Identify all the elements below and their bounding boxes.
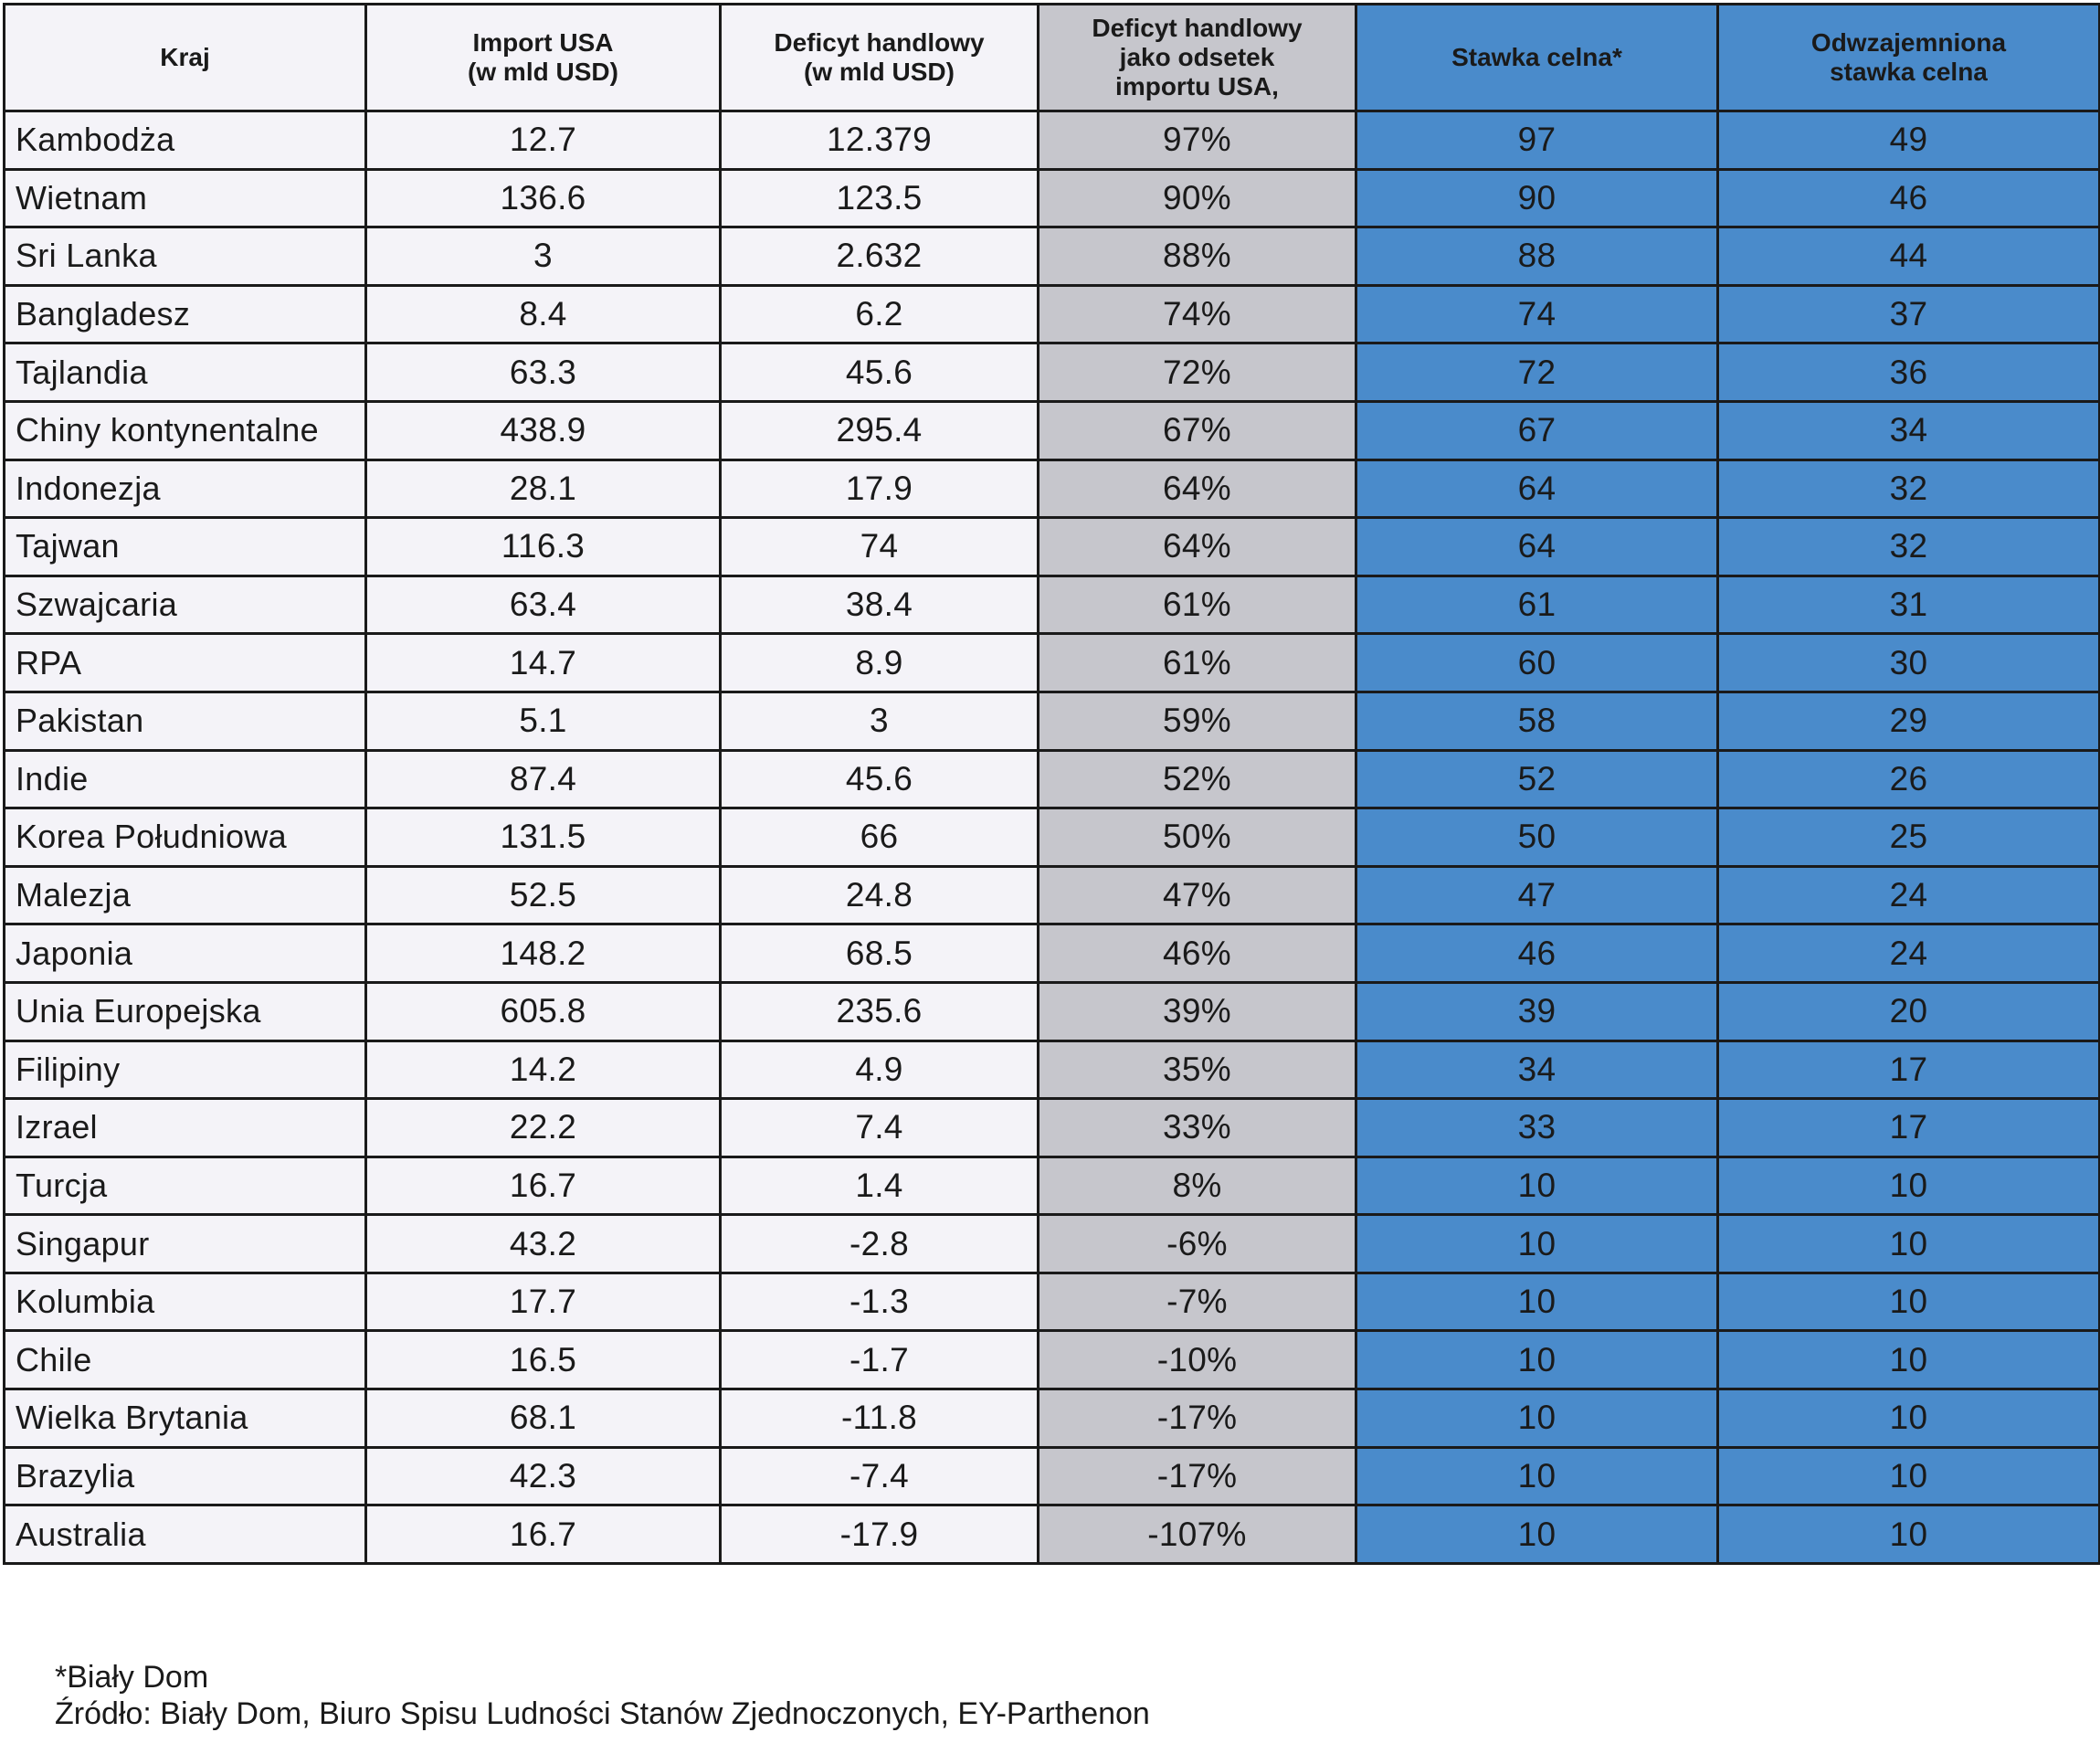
cell-tariff-rate: 61	[1356, 576, 1718, 634]
cell-us-import: 16.7	[366, 1157, 721, 1215]
table-row	[5, 1157, 2100, 1215]
cell-country: Wielka Brytania	[5, 1389, 366, 1448]
cell-us-import: 605.8	[366, 982, 721, 1040]
cell-reciprocal-tariff: 17	[1718, 1040, 2100, 1099]
table-row	[5, 692, 2100, 750]
cell-tariff-rate: 10	[1356, 1389, 1718, 1448]
cell-country: Wietnam	[5, 169, 366, 227]
cell-deficit-percent: 67%	[1039, 401, 1356, 459]
table-row	[5, 169, 2100, 227]
table-body	[5, 111, 2100, 1564]
table-row	[5, 285, 2100, 343]
cell-deficit-percent: 59%	[1039, 692, 1356, 750]
cell-tariff-rate: 58	[1356, 692, 1718, 750]
cell-tariff-rate: 90	[1356, 169, 1718, 227]
cell-us-import: 28.1	[366, 459, 721, 518]
header-trade-deficit	[721, 5, 1039, 111]
header-reciprocal-tariff-text: Odwzajemniona stawka celna	[1810, 28, 2007, 86]
cell-reciprocal-tariff: 10	[1718, 1273, 2100, 1331]
cell-tariff-rate: 52	[1356, 750, 1718, 808]
cell-tariff-rate: 39	[1356, 982, 1718, 1040]
cell-reciprocal-tariff: 29	[1718, 692, 2100, 750]
source-note: Źródło: Biały Dom, Biuro Spisu Ludności Stanów Zjednoczonych, EY-Parthenon	[55, 1696, 1150, 1731]
header-us-import-text: Import USA (w mld USD)	[468, 28, 618, 86]
cell-deficit-percent: 64%	[1039, 518, 1356, 576]
cell-us-import: 42.3	[366, 1447, 721, 1505]
header-reciprocal-tariff	[1718, 5, 2100, 111]
cell-country: Turcja	[5, 1157, 366, 1215]
table-row	[5, 866, 2100, 924]
cell-us-import: 52.5	[366, 866, 721, 924]
cell-tariff-rate: 10	[1356, 1215, 1718, 1273]
cell-deficit-percent: 72%	[1039, 343, 1356, 402]
table-row	[5, 1447, 2100, 1505]
cell-us-import: 16.5	[366, 1331, 721, 1389]
cell-deficit-percent: -17%	[1039, 1447, 1356, 1505]
table-row	[5, 227, 2100, 286]
cell-tariff-rate: 50	[1356, 808, 1718, 867]
cell-reciprocal-tariff: 25	[1718, 808, 2100, 867]
cell-reciprocal-tariff: 36	[1718, 343, 2100, 402]
cell-reciprocal-tariff: 10	[1718, 1505, 2100, 1564]
cell-country: Izrael	[5, 1099, 366, 1157]
cell-tariff-rate: 10	[1356, 1157, 1718, 1215]
cell-reciprocal-tariff: 31	[1718, 576, 2100, 634]
table-row	[5, 1389, 2100, 1448]
cell-reciprocal-tariff: 10	[1718, 1157, 2100, 1215]
cell-reciprocal-tariff: 44	[1718, 227, 2100, 286]
cell-tariff-rate: 67	[1356, 401, 1718, 459]
table-row	[5, 459, 2100, 518]
cell-us-import: 17.7	[366, 1273, 721, 1331]
cell-country: Indonezja	[5, 459, 366, 518]
cell-trade-deficit: -1.7	[721, 1331, 1039, 1389]
cell-trade-deficit: 295.4	[721, 401, 1039, 459]
cell-tariff-rate: 64	[1356, 518, 1718, 576]
cell-reciprocal-tariff: 24	[1718, 924, 2100, 983]
cell-country: Chiny kontynentalne	[5, 401, 366, 459]
cell-country: Sri Lanka	[5, 227, 366, 286]
cell-tariff-rate: 97	[1356, 111, 1718, 170]
cell-us-import: 43.2	[366, 1215, 721, 1273]
footnote-asterisk: *Biały Dom	[55, 1660, 209, 1695]
cell-us-import: 5.1	[366, 692, 721, 750]
cell-country: Indie	[5, 750, 366, 808]
cell-us-import: 131.5	[366, 808, 721, 867]
cell-tariff-rate: 10	[1356, 1331, 1718, 1389]
cell-reciprocal-tariff: 37	[1718, 285, 2100, 343]
cell-us-import: 116.3	[366, 518, 721, 576]
cell-us-import: 14.7	[366, 634, 721, 692]
table-row	[5, 343, 2100, 402]
cell-country: Tajwan	[5, 518, 366, 576]
cell-deficit-percent: 47%	[1039, 866, 1356, 924]
cell-tariff-rate: 10	[1356, 1505, 1718, 1564]
cell-us-import: 63.3	[366, 343, 721, 402]
cell-trade-deficit: 24.8	[721, 866, 1039, 924]
cell-trade-deficit: 4.9	[721, 1040, 1039, 1099]
table-row	[5, 924, 2100, 983]
cell-tariff-rate: 46	[1356, 924, 1718, 983]
cell-trade-deficit: -11.8	[721, 1389, 1039, 1448]
cell-deficit-percent: 35%	[1039, 1040, 1356, 1099]
cell-reciprocal-tariff: 24	[1718, 866, 2100, 924]
header-deficit-percent	[1039, 5, 1356, 111]
header-country: Kraj	[5, 5, 366, 111]
cell-us-import: 22.2	[366, 1099, 721, 1157]
cell-deficit-percent: 46%	[1039, 924, 1356, 983]
cell-trade-deficit: 17.9	[721, 459, 1039, 518]
table-row	[5, 808, 2100, 867]
cell-trade-deficit: 6.2	[721, 285, 1039, 343]
cell-reciprocal-tariff: 32	[1718, 518, 2100, 576]
cell-country: Kolumbia	[5, 1273, 366, 1331]
cell-trade-deficit: 74	[721, 518, 1039, 576]
cell-trade-deficit: -7.4	[721, 1447, 1039, 1505]
cell-deficit-percent: 61%	[1039, 576, 1356, 634]
cell-trade-deficit: 45.6	[721, 750, 1039, 808]
cell-tariff-rate: 10	[1356, 1273, 1718, 1331]
cell-deficit-percent: -10%	[1039, 1331, 1356, 1389]
cell-reciprocal-tariff: 10	[1718, 1215, 2100, 1273]
header-deficit-percent-text: Deficyt handlowy jako odsetek importu USA,	[1092, 14, 1303, 100]
cell-us-import: 136.6	[366, 169, 721, 227]
cell-us-import: 68.1	[366, 1389, 721, 1448]
table-row	[5, 750, 2100, 808]
cell-trade-deficit: 66	[721, 808, 1039, 867]
cell-deficit-percent: 88%	[1039, 227, 1356, 286]
cell-tariff-rate: 72	[1356, 343, 1718, 402]
table-row	[5, 401, 2100, 459]
cell-us-import: 438.9	[366, 401, 721, 459]
cell-us-import: 14.2	[366, 1040, 721, 1099]
cell-us-import: 3	[366, 227, 721, 286]
cell-trade-deficit: 12.379	[721, 111, 1039, 170]
cell-us-import: 8.4	[366, 285, 721, 343]
cell-deficit-percent: -17%	[1039, 1389, 1356, 1448]
cell-deficit-percent: 61%	[1039, 634, 1356, 692]
cell-deficit-percent: 52%	[1039, 750, 1356, 808]
cell-trade-deficit: 8.9	[721, 634, 1039, 692]
cell-reciprocal-tariff: 34	[1718, 401, 2100, 459]
cell-deficit-percent: 74%	[1039, 285, 1356, 343]
cell-reciprocal-tariff: 30	[1718, 634, 2100, 692]
cell-deficit-percent: -6%	[1039, 1215, 1356, 1273]
cell-us-import: 12.7	[366, 111, 721, 170]
cell-country: Tajlandia	[5, 343, 366, 402]
table-row	[5, 634, 2100, 692]
cell-reciprocal-tariff: 10	[1718, 1447, 2100, 1505]
cell-reciprocal-tariff: 10	[1718, 1389, 2100, 1448]
table-row	[5, 518, 2100, 576]
table-row	[5, 1331, 2100, 1389]
cell-deficit-percent: -7%	[1039, 1273, 1356, 1331]
cell-trade-deficit: 123.5	[721, 169, 1039, 227]
cell-deficit-percent: 64%	[1039, 459, 1356, 518]
cell-reciprocal-tariff: 49	[1718, 111, 2100, 170]
cell-country: Bangladesz	[5, 285, 366, 343]
cell-us-import: 63.4	[366, 576, 721, 634]
table-row	[5, 1040, 2100, 1099]
table-row	[5, 1273, 2100, 1331]
cell-country: RPA	[5, 634, 366, 692]
cell-country: Australia	[5, 1505, 366, 1564]
cell-trade-deficit: 38.4	[721, 576, 1039, 634]
cell-trade-deficit: -17.9	[721, 1505, 1039, 1564]
cell-trade-deficit: -2.8	[721, 1215, 1039, 1273]
cell-country: Brazylia	[5, 1447, 366, 1505]
cell-trade-deficit: 1.4	[721, 1157, 1039, 1215]
cell-reciprocal-tariff: 32	[1718, 459, 2100, 518]
cell-country: Japonia	[5, 924, 366, 983]
cell-trade-deficit: 235.6	[721, 982, 1039, 1040]
cell-deficit-percent: 39%	[1039, 982, 1356, 1040]
cell-tariff-rate: 88	[1356, 227, 1718, 286]
cell-us-import: 87.4	[366, 750, 721, 808]
cell-reciprocal-tariff: 20	[1718, 982, 2100, 1040]
cell-tariff-rate: 34	[1356, 1040, 1718, 1099]
cell-deficit-percent: 97%	[1039, 111, 1356, 170]
cell-deficit-percent: 33%	[1039, 1099, 1356, 1157]
table-row	[5, 1505, 2100, 1564]
table-row	[5, 576, 2100, 634]
table-row	[5, 1099, 2100, 1157]
table-row	[5, 1215, 2100, 1273]
cell-country: Korea Południowa	[5, 808, 366, 867]
cell-deficit-percent: -107%	[1039, 1505, 1356, 1564]
cell-deficit-percent: 8%	[1039, 1157, 1356, 1215]
header-trade-deficit-text: Deficyt handlowy (w mld USD)	[774, 28, 985, 86]
cell-tariff-rate: 10	[1356, 1447, 1718, 1505]
tariff-table-container	[3, 3, 2098, 1565]
cell-tariff-rate: 33	[1356, 1099, 1718, 1157]
cell-country: Kambodża	[5, 111, 366, 170]
cell-country: Filipiny	[5, 1040, 366, 1099]
cell-trade-deficit: 45.6	[721, 343, 1039, 402]
header-row	[5, 5, 2100, 111]
cell-country: Malezja	[5, 866, 366, 924]
cell-trade-deficit: 3	[721, 692, 1039, 750]
header-tariff-rate: Stawka celna*	[1356, 5, 1718, 111]
tariff-table	[3, 3, 2100, 1565]
table-header	[5, 5, 2100, 111]
cell-trade-deficit: 7.4	[721, 1099, 1039, 1157]
cell-deficit-percent: 50%	[1039, 808, 1356, 867]
cell-reciprocal-tariff: 17	[1718, 1099, 2100, 1157]
cell-tariff-rate: 47	[1356, 866, 1718, 924]
cell-reciprocal-tariff: 10	[1718, 1331, 2100, 1389]
cell-tariff-rate: 60	[1356, 634, 1718, 692]
cell-us-import: 16.7	[366, 1505, 721, 1564]
cell-deficit-percent: 90%	[1039, 169, 1356, 227]
footnotes	[55, 1659, 1150, 1732]
cell-tariff-rate: 64	[1356, 459, 1718, 518]
cell-country: Chile	[5, 1331, 366, 1389]
header-us-import	[366, 5, 721, 111]
cell-country: Szwajcaria	[5, 576, 366, 634]
table-row	[5, 111, 2100, 170]
cell-country: Pakistan	[5, 692, 366, 750]
cell-trade-deficit: 68.5	[721, 924, 1039, 983]
table-row	[5, 982, 2100, 1040]
cell-tariff-rate: 74	[1356, 285, 1718, 343]
cell-country: Singapur	[5, 1215, 366, 1273]
cell-trade-deficit: -1.3	[721, 1273, 1039, 1331]
cell-us-import: 148.2	[366, 924, 721, 983]
cell-trade-deficit: 2.632	[721, 227, 1039, 286]
cell-reciprocal-tariff: 26	[1718, 750, 2100, 808]
cell-reciprocal-tariff: 46	[1718, 169, 2100, 227]
cell-country: Unia Europejska	[5, 982, 366, 1040]
